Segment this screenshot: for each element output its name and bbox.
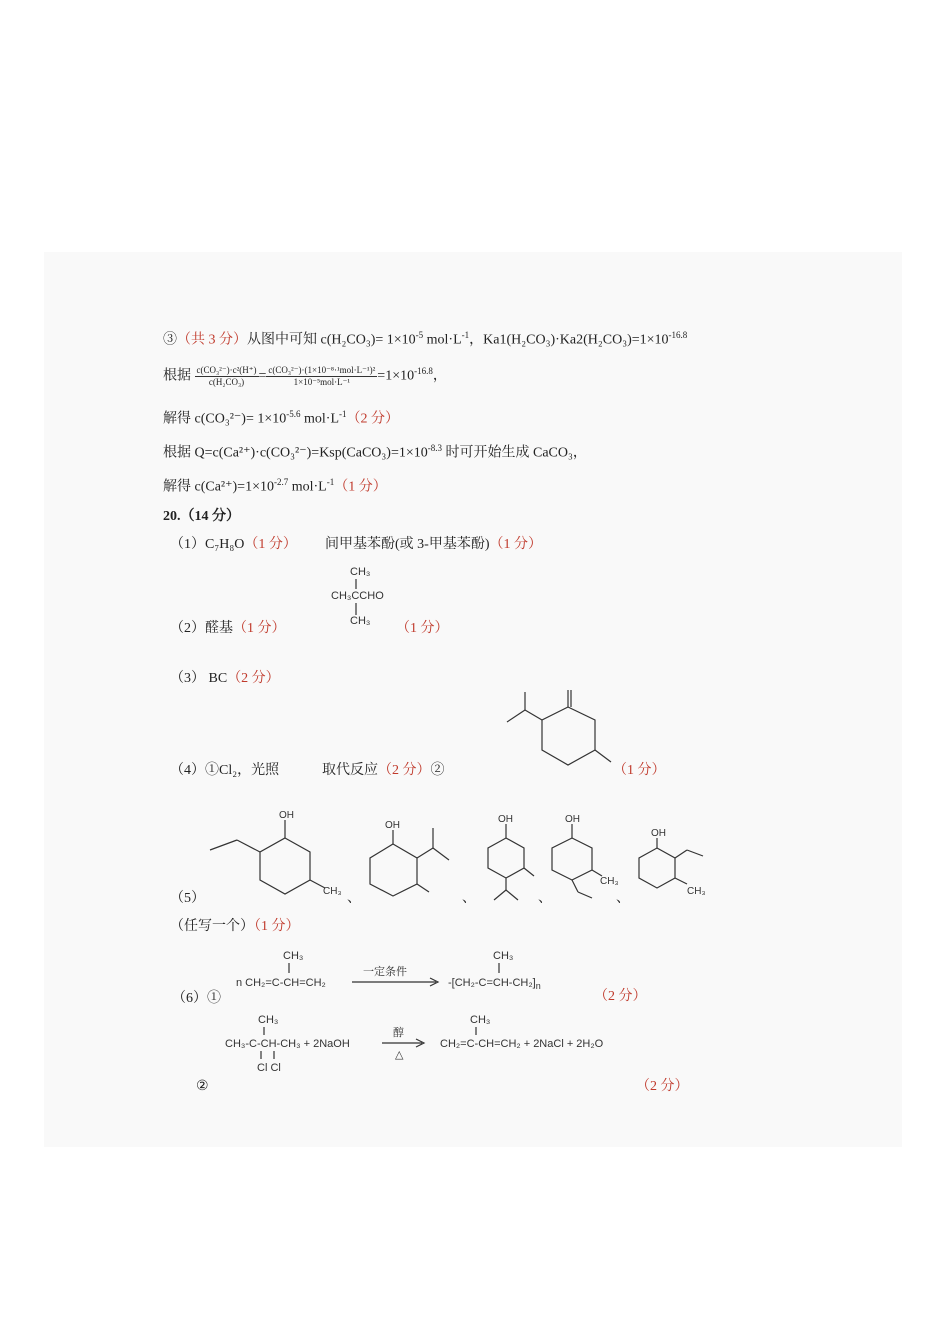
- p6-r1-score: （2 分）: [594, 989, 647, 1004]
- p5-structure-1: [205, 808, 345, 898]
- p6-r2-bond-top: [263, 1027, 265, 1037]
- p6-r1-condition: 一定条件: [363, 966, 407, 978]
- p5-structure-5: [635, 826, 720, 901]
- q20-part4-type: 取代反应（2 分）②: [322, 763, 445, 778]
- p5-structure-2: [365, 818, 465, 898]
- q19-line-5: 解得 $c(Ca^{2+})=1\times 10^{-2.7}$ $mol\cdot L^{-1}(1$ 分）: [163, 477, 387, 495]
- p6-r2-bond-bottom: [258, 1051, 278, 1061]
- p5-sep-3: 、: [538, 891, 552, 906]
- q20-part5-note: （任写一个）（1 分）: [170, 919, 300, 934]
- p6-r2-product-bond: [475, 1027, 477, 1037]
- p6-r2-product-ch3: CH₃: [470, 1014, 491, 1026]
- fraction-1: $\frac{\text{c(CO₃²⁻)·c²(H⁺)}}{\text{c(H₂CO₃)}}$: [196, 364, 257, 387]
- q20-part2: （2）醛基（1 分）: [170, 621, 286, 636]
- q19-line-2: 根据 $\frac{\text{c(CO₃²⁻)·c²(H⁺)}}{\text{c(H₂CO₃)}}$ = $\frac{\text{c(CO₃²⁻)·(1×10⁻⁸·¹mol·L⁻¹)²}}{\text{1×10⁻⁵mol·L⁻¹}}$ $=1\times 10^{-16.8}$，: [163, 364, 447, 387]
- p6-r2-ch3: CH₃: [258, 1014, 279, 1026]
- p2-struct-bonds: [355, 579, 357, 619]
- q19-line-1: ③（共 3 分）从图中可知 $c(H_2CO_3)= 1\times 10^{-5}$ $mol\cdot L^{-1}$，$Ka1(H_2CO_3)\cdot Ka2(H_2CO_3)=1\times 10^{-16.8}$: [163, 330, 688, 348]
- p6-r2-reactant: CH₃-C-CH-CH₃ + 2NaOH: [225, 1038, 350, 1050]
- svg-text:OH: OH: [279, 810, 294, 821]
- p5-structure-4: [548, 812, 618, 907]
- svg-text:CH₃: CH₃: [600, 876, 619, 887]
- p2-struct-bot: CH₃: [350, 615, 371, 627]
- p6-r1-arrow: [352, 977, 442, 987]
- p5-sep-4: 、: [616, 891, 630, 906]
- q20-part4: （4）①Cl₂，光照: [170, 763, 280, 778]
- p6-r1-product-ch3: CH₃: [493, 950, 514, 962]
- q19-line-3: 解得 $c(CO_3^{2-})= 1\times 10^{-5.6}$ $mol\cdot L^{-1}(2$ 分）: [163, 409, 399, 427]
- p6-r2-cond-top: 醇: [393, 1027, 404, 1039]
- p6-r2-product: CH₂=C-CH=CH₂ + 2NaCl + 2H₂O: [440, 1038, 604, 1050]
- q19-line-4: 根据 $Q=c(Ca^{2+})\cdot c(CO_3^{2-})=Ksp(CaCO_3)=1\times 10^{-8.3}$ 时可开始生成 CaCO₃，: [163, 443, 587, 461]
- p6-r1-ch3: CH₃: [283, 950, 304, 962]
- p2-struct-top: CH₃: [350, 566, 371, 578]
- q20-part4-score2: （1 分）: [613, 763, 666, 778]
- p5-sep-2: 、: [462, 891, 476, 906]
- q20-part1-name: 间甲基苯酚(或 3-甲基苯酚)（1 分）: [325, 537, 542, 552]
- q20-part1: （1）C₇H₈O（1 分）: [170, 537, 297, 552]
- p5-structure-3: [482, 812, 542, 907]
- fraction-2: $\frac{\text{c(CO₃²⁻)·(1×10⁻⁸·¹mol·L⁻¹)²}}{\text{1×10⁻⁵mol·L⁻¹}}$: [268, 364, 376, 387]
- p6-r1-product-bond: [498, 963, 500, 975]
- p6-marker-2: ②: [196, 1079, 209, 1094]
- p6-r2-score: （2 分）: [636, 1079, 689, 1094]
- svg-text:OH: OH: [651, 828, 666, 839]
- svg-text:CH₃: CH₃: [323, 886, 342, 897]
- q20-part3: （3） BC（2 分）: [170, 671, 280, 686]
- p6-r2-cl: Cl Cl: [257, 1062, 281, 1074]
- svg-text:OH: OH: [498, 814, 513, 825]
- q20-heading: 20.（14 分）: [163, 509, 240, 524]
- p2-struct-mid: CH₃CCHO: [331, 590, 384, 602]
- p6-r1-reactant: n CH₂=C-CH=CH₂: [236, 977, 326, 989]
- svg-text:OH: OH: [565, 814, 580, 825]
- q20-part2-score: （1 分）: [396, 621, 449, 636]
- p6-r2-arrow: [382, 1038, 428, 1048]
- p6-r2-cond-bot: △: [395, 1049, 404, 1061]
- svg-text:OH: OH: [385, 820, 400, 831]
- p6-r1-product: $-[CH_2-C=CH-CH_2]_n$: [448, 977, 541, 992]
- q20-part6: （6）①: [172, 991, 221, 1006]
- q20-part5: （5）: [170, 891, 205, 906]
- p5-sep-1: 、: [347, 891, 361, 906]
- p6-r1-bond: [288, 963, 290, 975]
- svg-text:CH₃: CH₃: [687, 886, 706, 897]
